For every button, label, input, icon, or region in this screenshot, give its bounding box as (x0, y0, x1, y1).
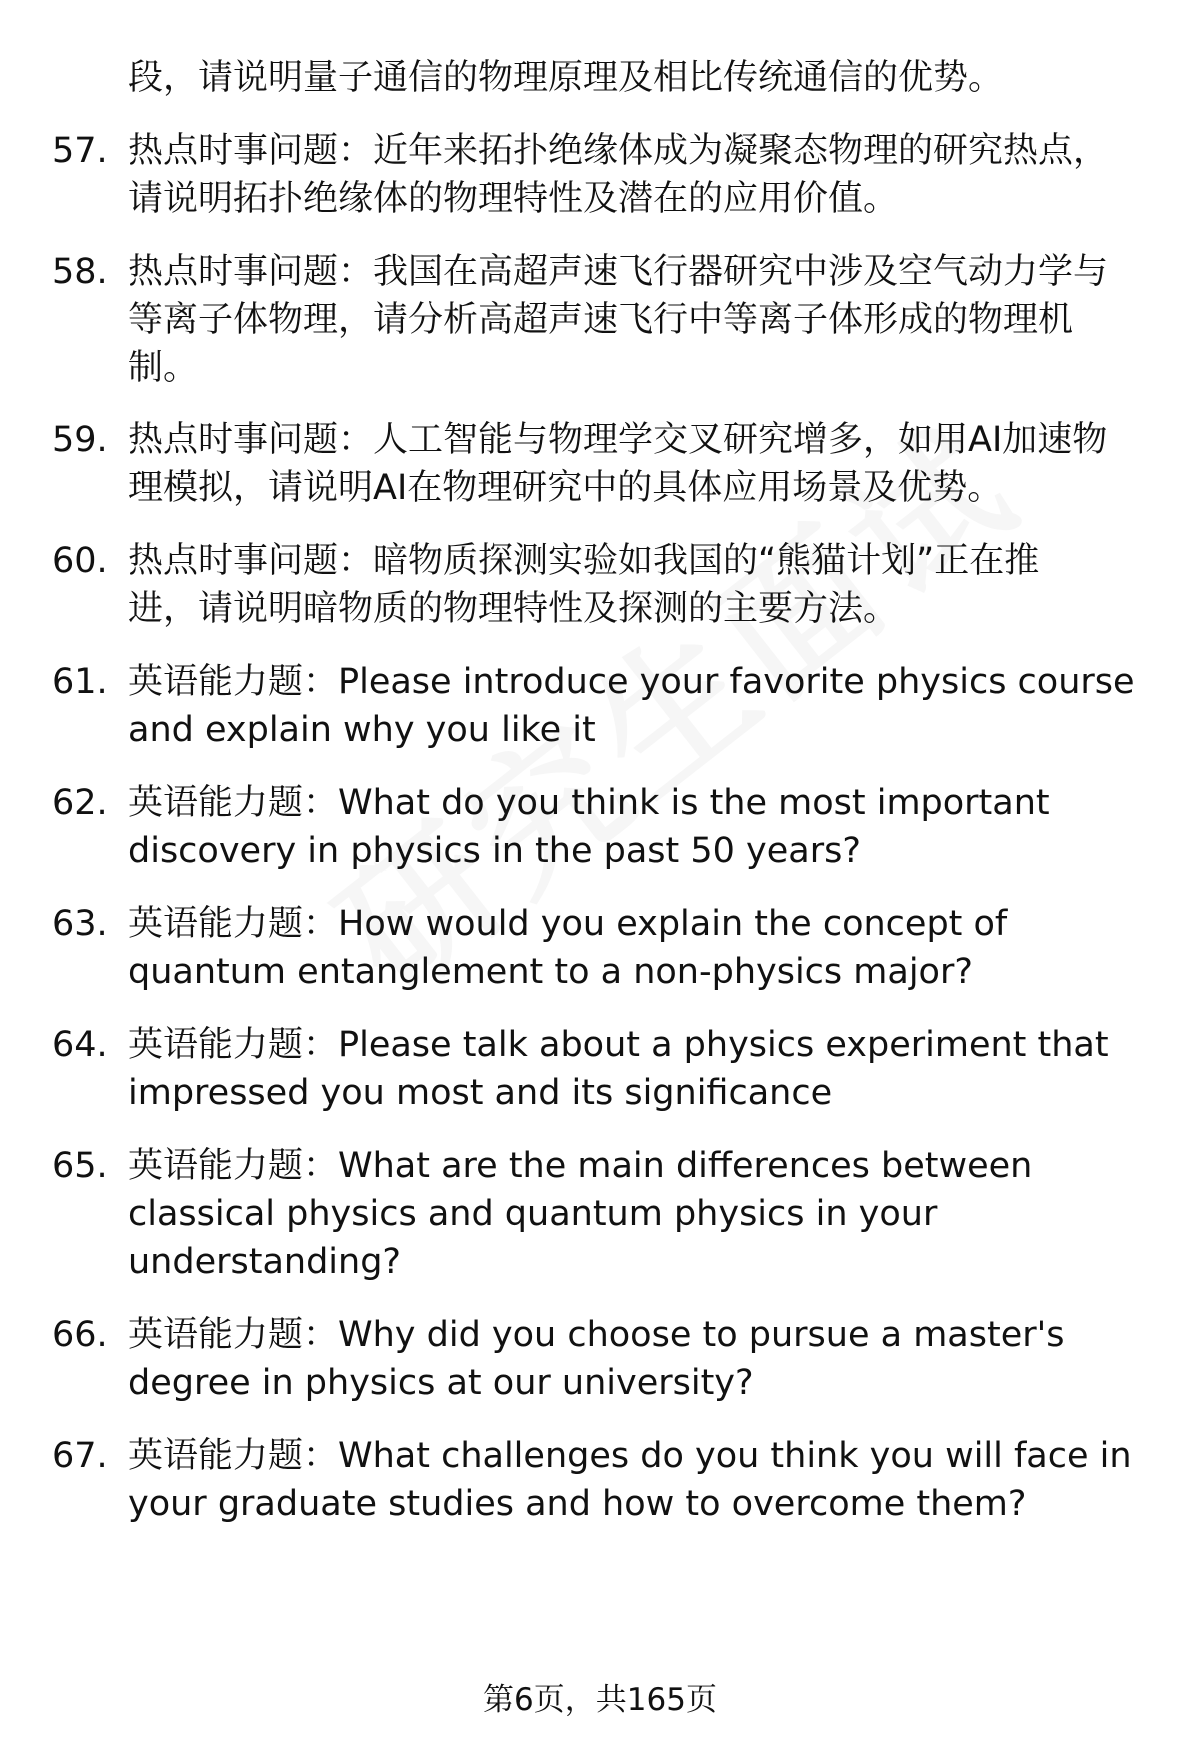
question-64-line-2: impressed you most and its significance (128, 1073, 833, 1113)
question-58-number: 58. (52, 252, 108, 292)
question-66-number: 66. (52, 1315, 108, 1355)
question-59-line-1: 热点时事问题：人工智能与物理学交叉研究增多，如用AI加速物 (128, 420, 1108, 460)
question-62-number: 62. (52, 783, 108, 823)
question-58-line-2: 等离子体物理，请分析高超声速飞行中等离子体形成的物理机 (128, 300, 1074, 340)
question-60-number: 60. (52, 541, 108, 581)
question-58-line-3: 制。 (128, 348, 199, 388)
question-66-line-2: degree in physics at our university? (128, 1363, 754, 1403)
question-63-line-1: 英语能力题：How would you explain the concept of (128, 904, 1008, 944)
question-62-line-1: 英语能力题：What do you think is the most important (128, 783, 1050, 823)
question-58-line-1: 热点时事问题：我国在高超声速飞行器研究中涉及空气动力学与 (128, 252, 1109, 292)
question-62-line-2: discovery in physics in the past 50 years? (128, 831, 861, 871)
question-64-number: 64. (52, 1025, 108, 1065)
question-67-line-1: 英语能力题：What challenges do you think you will face in (128, 1436, 1132, 1476)
question-64-line-1: 英语能力题：Please talk about a physics experiment that (128, 1025, 1109, 1065)
question-60-line-2: 进，请说明暗物质的物理特性及探测的主要方法。 (128, 589, 899, 629)
question-59-line-2: 理模拟，请说明AI在物理研究中的具体应用场景及优势。 (128, 468, 1003, 508)
question-63-line-2: quantum entanglement to a non-physics major? (128, 952, 973, 992)
question-65-line-2: classical physics and quantum physics in your (128, 1194, 938, 1234)
question-57-number: 57. (52, 131, 108, 171)
question-65-line-3: understanding? (128, 1242, 402, 1282)
question-67-line-2: your graduate studies and how to overcome them? (128, 1484, 1027, 1524)
question-57-line-1: 热点时事问题：近年来拓扑绝缘体成为凝聚态物理的研究热点， (128, 131, 1109, 171)
question-57-line-2: 请说明拓扑绝缘体的物理特性及潜在的应用价值。 (128, 179, 899, 219)
question-60-line-1: 热点时事问题：暗物质探测实验如我国的“熊猫计划”正在推 (128, 541, 1040, 581)
page-number-footer: 第6页，共165页 (483, 1682, 717, 1718)
question-56-continuation-line-1: 段，请说明量子通信的物理原理及相比传统通信的优势。 (128, 58, 1004, 98)
question-67-number: 67. (52, 1436, 108, 1476)
question-63-number: 63. (52, 904, 108, 944)
question-66-line-1: 英语能力题：Why did you choose to pursue a master's (128, 1315, 1065, 1355)
question-59-number: 59. (52, 420, 108, 460)
question-61-number: 61. (52, 662, 108, 702)
question-65-line-1: 英语能力题：What are the main differences between (128, 1146, 1033, 1186)
question-61-line-1: 英语能力题：Please introduce your favorite physics course (128, 662, 1135, 702)
question-61-line-2: and explain why you like it (128, 710, 596, 750)
question-65-number: 65. (52, 1146, 108, 1186)
